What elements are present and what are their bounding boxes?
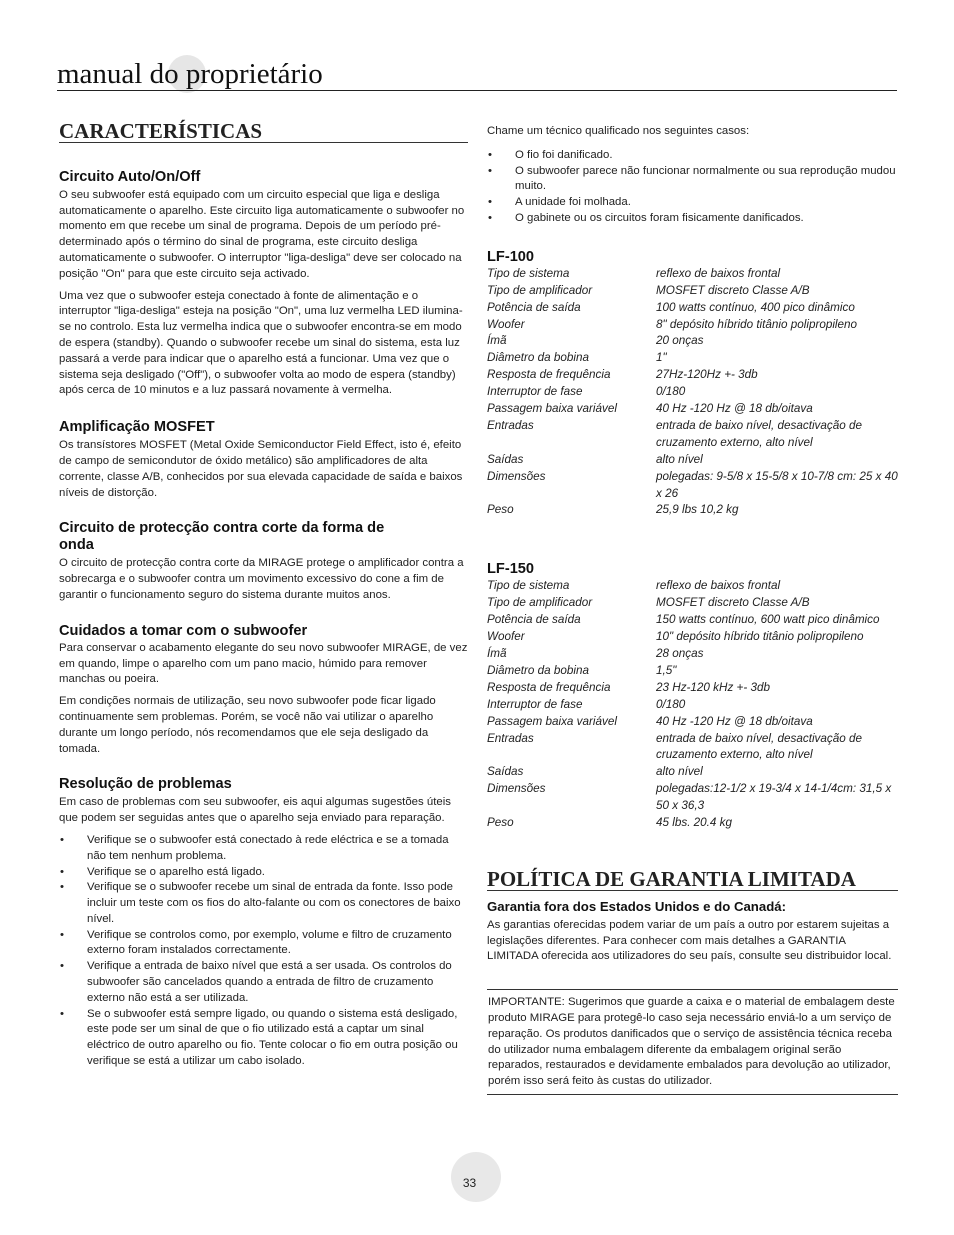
features-heading: CARACTERÍSTICAS	[59, 124, 468, 143]
spec-label: Woofer	[487, 317, 525, 331]
paragraph: O circuito de protecção contra corte da MIRAGE protege o amplificador contra a sobrecarga e o subwoofer contra um movimento excessivo do cone a fim de garantir o funcionamento seguro do sistema durante muitos anos.	[59, 557, 464, 601]
spec-label: Ímã	[487, 647, 507, 660]
spec-label: Potência de saída	[487, 300, 581, 314]
spec-value: 40 Hz -120 Hz @ 18 db/oitava	[656, 402, 813, 416]
spec-label: Entradas	[487, 731, 534, 745]
section-care	[59, 623, 468, 758]
service-intro: Chame um técnico qualificado nos seguintes casos:	[487, 125, 750, 137]
list-item: • Verifique se o aparelho está ligado.	[59, 865, 468, 881]
right-column	[487, 124, 898, 1095]
spec-title: LF-150	[487, 561, 535, 578]
spec-title: LF-100	[487, 248, 535, 265]
section-title: Amplificação MOSFET	[59, 419, 215, 436]
spec-table	[487, 266, 898, 520]
warranty-section	[487, 866, 898, 1095]
spec-value: entrada de baixo nível, desactivação de cruzamento externo, alto nível	[656, 731, 862, 762]
troubleshooting-list	[59, 833, 468, 1070]
spec-label: Dimensões	[487, 469, 546, 483]
spec-label: Passagem baixa variável	[487, 402, 617, 416]
spec-value: 8" depósito híbrido titânio polipropileno	[656, 317, 858, 331]
spec-label: Peso	[487, 816, 514, 830]
paragraph: Em caso de problemas com seu subwoofer, eis aqui algumas sugestões úteis que podem ser seguidas antes que o aparelho seja enviado para reparação.	[59, 796, 451, 825]
section-title: Circuito Auto/On/Off	[59, 168, 201, 185]
spec-label: Resposta de frequência	[487, 680, 611, 694]
spec-label: Tipo de sistema	[487, 579, 570, 593]
spec-value: entrada de baixo nível, desactivação de cruzamento externo, alto nível	[656, 418, 862, 449]
spec-label: Tipo de amplificador	[487, 596, 593, 610]
list-item: • Verifique se o subwoofer está conectado à rede eléctrica e se a tomada não tem nenhum problema.	[59, 833, 468, 865]
section-title: Resolução de problemas	[59, 776, 232, 793]
warranty-subheading: Garantia fora dos Estados Unidos e do Canadá:	[487, 898, 786, 914]
spec-value: 100 watts contínuo, 400 pico dinâmico	[656, 300, 855, 314]
spec-label: Potência de saída	[487, 613, 581, 627]
warranty-heading: POLÍTICA DE GARANTIA LIMITADA	[487, 872, 898, 891]
spec-lf100	[487, 249, 898, 520]
spec-value: reflexo de baixos frontal	[656, 579, 781, 593]
spec-value: 0/180	[656, 697, 686, 711]
spec-label: Saídas	[487, 765, 524, 779]
section-title: Circuito de protecção contra corte da forma de onda	[59, 520, 385, 554]
spec-label: Ímã	[487, 334, 507, 348]
spec-value: 10" depósito híbrido titânio polipropileno	[656, 630, 864, 644]
spec-label: Woofer	[487, 630, 525, 644]
section-troubleshooting	[59, 776, 468, 1070]
spec-value: reflexo de baixos frontal	[656, 266, 781, 280]
spec-label: Tipo de amplificador	[487, 283, 593, 297]
spec-value: 28 onças	[656, 647, 704, 660]
spec-table	[487, 578, 898, 832]
list-item: • O gabinete ou os circuitos foram fisicamente danificados.	[487, 211, 898, 227]
spec-value: 20 onças	[656, 334, 704, 348]
page-number: 33	[462, 1176, 477, 1190]
spec-value: 27Hz-120Hz +- 3db	[656, 368, 758, 382]
spec-label: Saídas	[487, 452, 524, 466]
service-list	[487, 148, 898, 227]
list-item: • O fio foi danificado.	[487, 148, 898, 164]
section-title: Cuidados a tomar com o subwoofer	[59, 622, 308, 639]
spec-value: polegadas: 9-5/8 x 15-5/8 x 10-7/8 cm: 25 x 40 x 26	[656, 469, 898, 500]
spec-value: 25,9 lbs 10,2 kg	[656, 503, 739, 517]
header-rule	[57, 90, 897, 91]
list-item: • Se o subwoofer está sempre ligado, ou quando o sistema está desligado, este pode ser um sinal de que o fio utilizado está a captar um sinal eléctrico de outro aparelho ou fio. Tente colocar o fio em outra posição ou verifique se está a utilizar um cabo isolado.	[59, 1007, 468, 1070]
spec-value: 23 Hz-120 kHz +- 3db	[656, 680, 771, 694]
spec-label: Resposta de frequência	[487, 368, 611, 382]
list-item: • Verifique a entrada de baixo nível que está a ser usada. Os controlos do subwoofer são cancelados quando a entrada de filtro de cruzamento externo não está a ser utilizada.	[59, 959, 468, 1006]
left-column	[59, 119, 468, 1070]
spec-value: 1"	[656, 351, 667, 365]
spec-value: 45 lbs. 20.4 kg	[656, 816, 733, 830]
spec-label: Entradas	[487, 418, 534, 432]
list-item: • A unidade foi molhada.	[487, 195, 898, 211]
spec-value: alto nível	[656, 452, 703, 466]
spec-label: Diâmetro da bobina	[487, 351, 590, 365]
spec-value: 40 Hz -120 Hz @ 18 db/oitava	[656, 714, 813, 728]
spec-label: Passagem baixa variável	[487, 714, 617, 728]
paragraph: Em condições normais de utilização, seu novo subwoofer pode ficar ligado continuamente sem problemas. Porém, se você não vai utilizar o aparelho durante um longo período, nós recomendamos que ele seja desligado da tomada.	[59, 695, 436, 755]
list-item: • O subwoofer parece não funcionar normalmente ou sua reprodução mudou muito.	[487, 164, 898, 196]
paragraph: Uma vez que o subwoofer esteja conectado à fonte de alimentação e o interruptor "liga-desliga" esteja na posição "On", uma luz vermelha LED ilumina-se no controlo. Esta luz vermelha indica que o subwoofer encontra-se em modo de espera (standby). Quando o subwoofer recebe um sinal do sistema, esta luz passará a verde para indicar que o aparelho está a funcionar. Uma vez que o sistema seja desligado ("Off"), o subwoofer volta ao modo de espera (standby) após cerca de 10 minutos e a luz passará novamente à vermelha.	[59, 289, 463, 397]
spec-label: Peso	[487, 503, 514, 517]
section-clipping-protection	[59, 520, 468, 603]
spec-label: Diâmetro da bobina	[487, 663, 590, 677]
spec-label: Interruptor de fase	[487, 385, 583, 399]
spec-value: 150 watts contínuo, 600 watt pico dinâmico	[656, 613, 880, 627]
spec-value: alto nível	[656, 765, 703, 779]
section-auto-on-off	[59, 169, 468, 399]
spec-value: polegadas:12-1/2 x 19-3/4 x 14-1/4cm: 31,5 x 50 x 36,3	[656, 782, 892, 813]
spec-label: Tipo de sistema	[487, 266, 570, 280]
important-notice: IMPORTANTE: Sugerimos que guarde a caixa e o material de embalagem deste produto MIRAGE para protegê-lo caso seja necessário enviá-lo a um serviço de reparação. Os produtos danificados que o serviço de assistência técnica receba do utilizador numa embalagem diferente da embalagem original serão reparados, restaurados e devidamente embalados para devolução ao utilizador, porém isso será feito às custas do utilizador.	[487, 989, 898, 1095]
spec-value: 1,5"	[656, 663, 677, 677]
spec-label: Interruptor de fase	[487, 697, 583, 711]
paragraph: Para conservar o acabamento elegante do seu novo subwoofer MIRAGE, de vez em quando, limpe o aparelho com um pano macio, húmido para remover manchas ou poeira.	[59, 641, 468, 686]
page-header-title: manual do proprietário	[57, 58, 323, 90]
spec-label: Dimensões	[487, 782, 546, 796]
list-item: • Verifique se controlos como, por exemplo, volume e filtro de cruzamento externo foram instalados correctamente.	[59, 928, 468, 960]
list-item: • Verifique se o subwoofer recebe um sinal de entrada da fonte. Isso pode incluir um teste com os fios do alto-falante ou com os conectores de baixo nível.	[59, 880, 468, 927]
section-mosfet	[59, 419, 468, 501]
spec-value: MOSFET discreto Classe A/B	[656, 283, 810, 297]
spec-value: 0/180	[656, 385, 686, 399]
spec-lf150	[487, 561, 898, 832]
paragraph: O seu subwoofer está equipado com um circuito especial que liga e desliga automaticamente o aparelho. Este circuito liga automaticamente o subwoofer no momento em que recebe um sinal de programa. Depois de um período pré-determinado após o término do sinal de programa, este circuito desliga automaticamente o subwoofer. O interruptor "liga-desliga" deve ser colocado na posição "On" para que este circuito seja activado.	[59, 188, 465, 280]
warranty-text: As garantias oferecidas podem variar de um país a outro por estarem sujeitas a legislações diferentes. Para conhecer com mais detalhes a GARANTIA LIMITADA oferecida aos utilizadores do seu país, consulte seu distribuidor local.	[487, 918, 892, 963]
spec-value: MOSFET discreto Classe A/B	[656, 596, 810, 610]
paragraph: Os transístores MOSFET (Metal Oxide Semiconductor Field Effect, isto é, efeito de campo de semicondutor de óxido metálico) são amplificadores de alta corrente, classe A/B, conhecidos por sua elevada capacidade de saída e baixos níveis de distorção.	[59, 439, 463, 499]
